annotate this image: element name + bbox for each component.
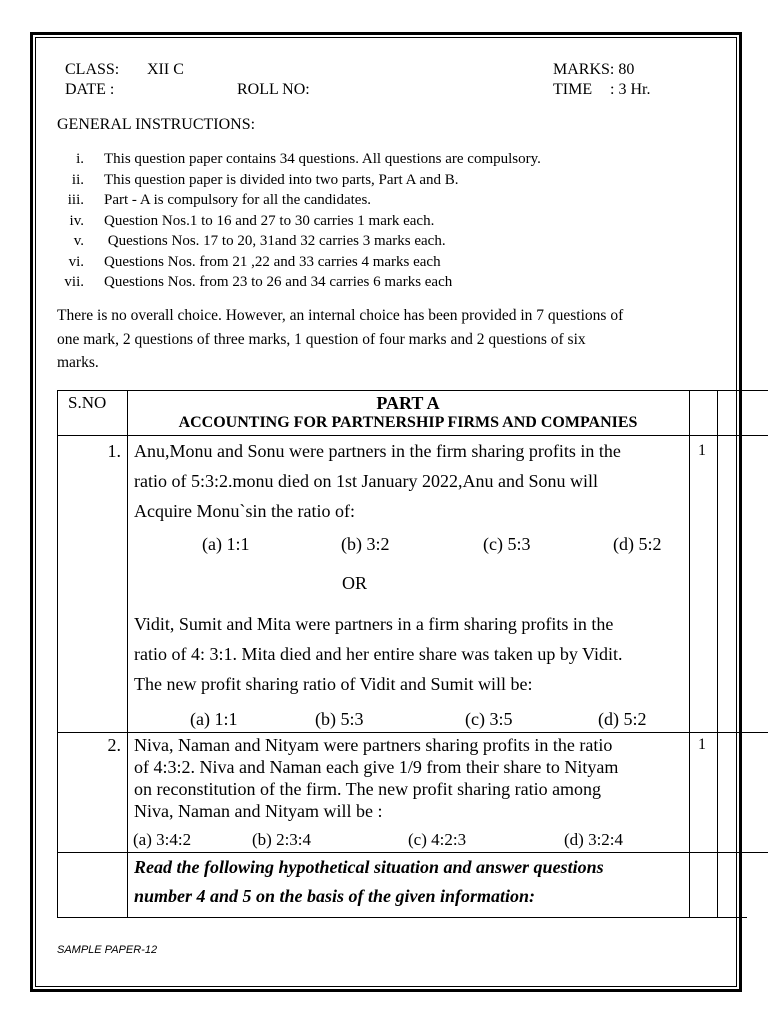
footer-label: SAMPLE PAPER-12 [57,944,158,956]
instruction-text: Questions Nos. from 23 to 26 and 34 carries 6 marks each [104,274,453,290]
question-line: Niva, Naman and Nityam were partners sharing profits in the ratio [134,735,613,755]
option-b: (b) 3:2 [341,534,390,554]
instruction-item [57,171,459,189]
roll-no-label: ROLL NO: [237,81,310,98]
choice-note-line: one mark, 2 questions of three marks, 1 question of four marks and 2 questions of six [57,330,586,348]
option-c: (c) 5:3 [483,534,531,554]
instruction-number: ii. [71,172,84,188]
q2-option-b: (b) 2:3:4 [252,830,312,849]
instruction-text: Questions Nos. 17 to 20, 31and 32 carries 3 marks each. [104,233,446,249]
table-rule [57,390,768,391]
instruction-text: This question paper is divided into two parts, Part A and B. [104,172,459,188]
alt-option-b: (b) 5:3 [315,709,364,729]
question-line: Vidit, Sumit and Mita were partners in a firm sharing profits in the [134,614,614,634]
part-subtitle: ACCOUNTING FOR PARTNERSHIP FIRMS AND COMPANIES [178,414,638,431]
class-label: CLASS: [65,61,120,78]
question-1-text [134,436,621,526]
instruction-number: iv. [69,213,84,229]
question-marks: 1 [698,736,706,753]
instruction-number: vi. [68,254,84,270]
question-number: 2. [107,735,121,755]
question-line: on reconstitution of the firm. The new profit sharing ratio among [134,779,602,799]
instruction-item [57,150,541,168]
choice-note-line: There is no overall choice. However, an internal choice has been provided in 7 questions of [57,307,624,324]
q2-option-a: (a) 3:4:2 [133,830,192,849]
or-separator: OR [342,573,368,593]
instructions-heading: GENERAL INSTRUCTIONS: [57,116,256,133]
instruction-item [57,273,452,291]
instruction-item [57,191,371,209]
option-d: (d) 5:2 [613,534,662,554]
instruction-text: Question Nos.1 to 16 and 27 to 30 carries 1 mark each. [104,213,435,229]
choice-note-line: marks. [57,354,99,371]
class-value: XII C [147,61,184,78]
question-line: Acquire Monu`sin the ratio of: [134,501,355,521]
table-rule [57,917,747,918]
instruction-number: v. [73,233,84,249]
question-line: Niva, Naman and Nityam will be : [134,801,383,821]
alt-option-c: (c) 3:5 [465,709,513,729]
instruction-text: Questions Nos. from 21 ,22 and 33 carries 4 marks each [104,254,441,270]
instruction-item [57,232,446,250]
question-table [57,390,768,918]
situation-line: Read the following hypothetical situation and answer questions [134,857,604,877]
alt-option-a: (a) 1:1 [190,709,238,729]
instruction-item [57,253,441,271]
table-rule [689,390,690,918]
question-line: ratio of 4: 3:1. Mita died and her entire share was taken up by Vidit. [134,644,623,664]
table-rule [717,390,718,918]
instruction-item [57,212,434,230]
question-number: 1. [107,441,121,461]
question-marks: 1 [698,442,706,459]
instruction-number: vii. [64,274,84,290]
time-value: : 3 Hr. [610,81,651,98]
question-line: The new profit sharing ratio of Vidit and Sumit will be: [134,674,533,694]
date-label: DATE : [65,81,115,98]
instruction-text: Part - A is compulsory for all the candidates. [104,192,372,208]
time-label: TIME [553,81,593,98]
question-line: of 4:3:2. Niva and Naman each give 1/9 from their share to Nityam [134,757,619,777]
table-rule [57,732,768,733]
situation-line: number 4 and 5 on the basis of the given information: [134,886,536,906]
table-rule [57,390,58,918]
option-a: (a) 1:1 [202,534,250,554]
part-title: PART A [376,393,440,413]
table-rule [127,390,128,918]
situation-text [134,853,604,911]
instruction-number: i. [76,151,84,167]
instruction-number: iii. [67,192,84,208]
alt-option-d: (d) 5:2 [598,709,647,729]
marks-total: MARKS: 80 [553,61,635,78]
sno-header: S.NO [68,393,107,412]
q2-option-c: (c) 4:2:3 [408,830,467,849]
instruction-text: This question paper contains 34 questions. All questions are compulsory. [104,151,541,167]
choice-note [57,304,707,375]
question-line: ratio of 5:3:2.monu died on 1st January 2022,Anu and Sonu will [134,471,598,491]
q2-option-d: (d) 3:2:4 [564,830,624,849]
question-2-text [134,734,618,822]
question-line: Anu,Monu and Sonu were partners in the firm sharing profits in the [134,441,621,461]
question-1-alt-text [134,609,622,699]
